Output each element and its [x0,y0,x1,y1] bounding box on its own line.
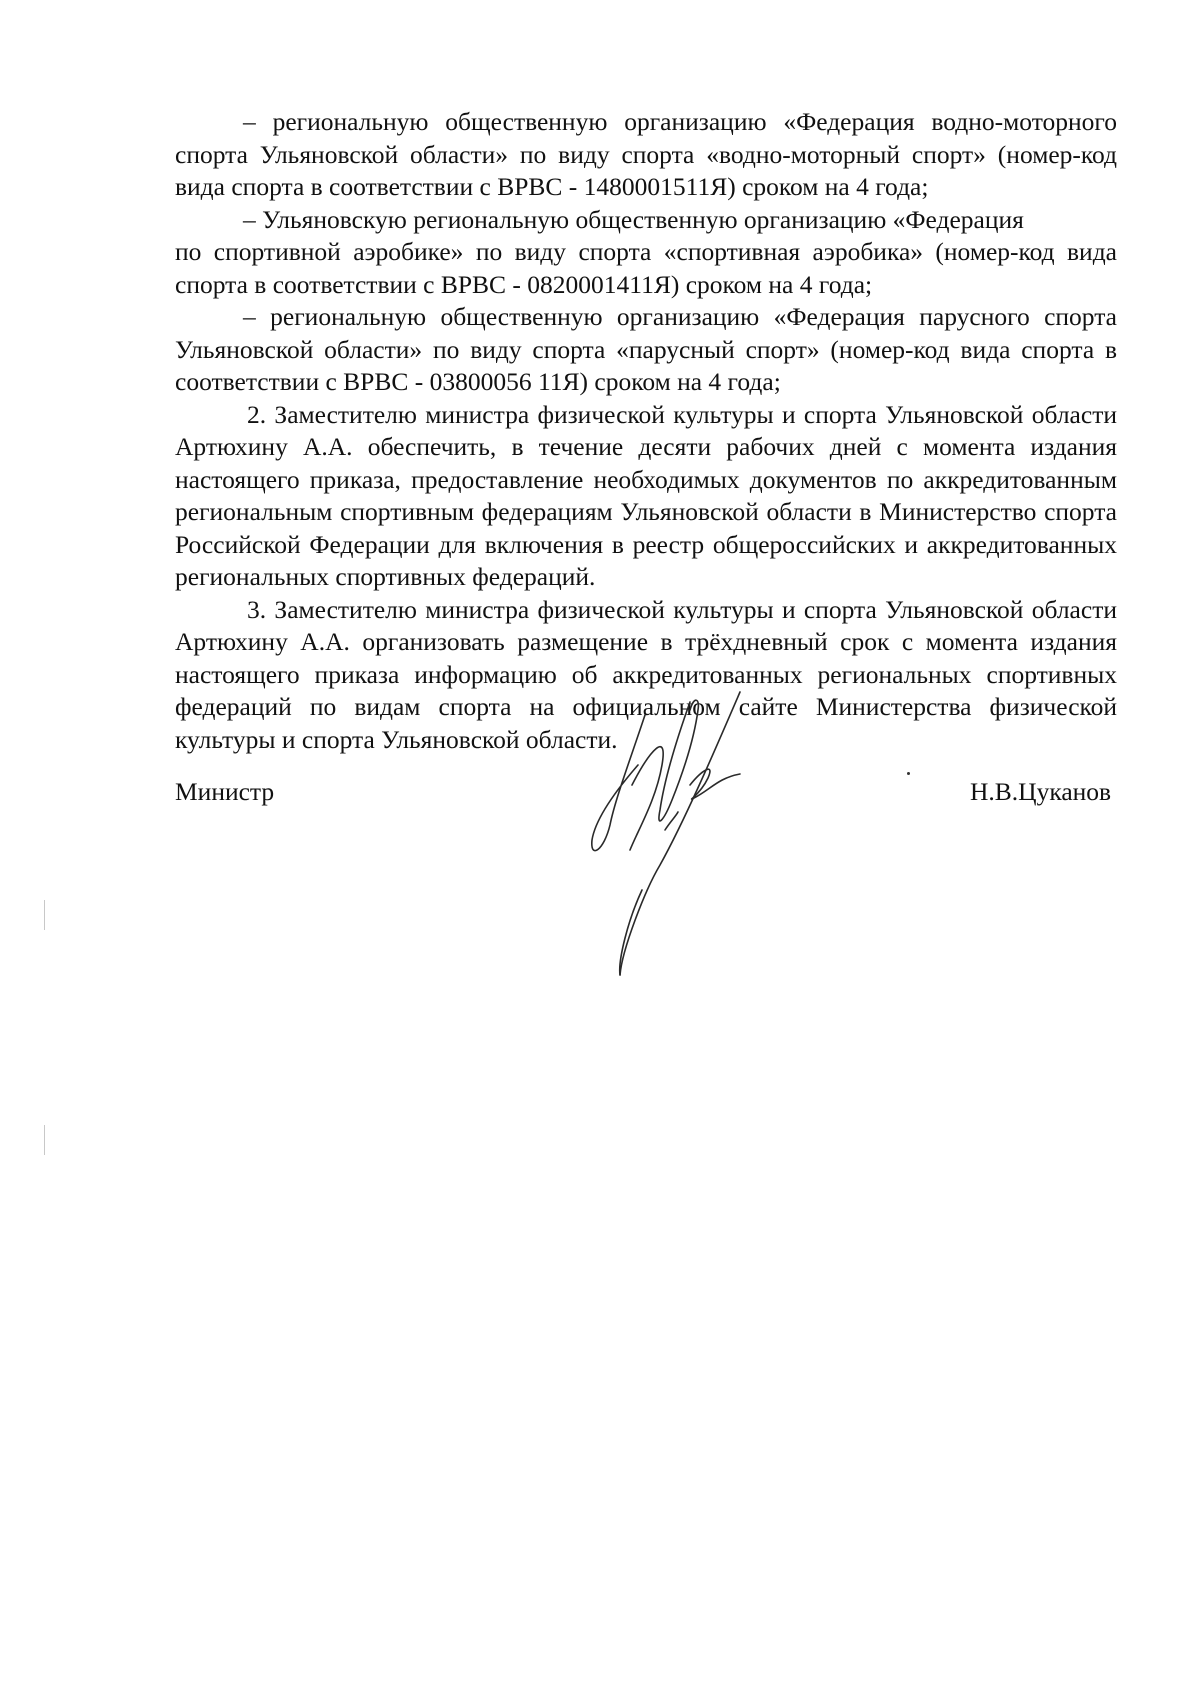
scan-artifact-line [44,1125,45,1155]
signature-title: Министр [175,777,275,806]
paragraph-point-3: 3. Заместителю министра физической культуры и спорта Ульяновской области Артюхину А.А. организовать размещение в трёхдневный срок с момента издания настоящего приказа информацию об аккредитованных региональных спортивных федераций по видам спорта на официальном сайте Министерства физической культуры и спорта Ульяновской области. [175,594,1117,754]
scan-artifact-line [44,900,45,930]
aerobics-rest: по спортивной аэробике» по виду спорта «спортивная аэробика» (номер-код вида спорта в соответствии с ВРВС - 0820001411Я) сроком на 4 года; [175,237,1117,299]
signatory-name: Н.В.Цуканов [970,777,1112,806]
paragraph-point-2: 2. Заместителю министра физической культуры и спорта Ульяновской области Артюхину А.А. обеспечить, в течение десяти рабочих дней с момента издания настоящего приказа, предоставление необходимых документов по аккредитованным региональным спортивным федерациям Ульяновской области в Министерство спорта Российской Федерации для включения в реестр общероссийских и аккредитованных региональных спортивных федераций. [175,399,1117,591]
paragraph-sailing-federation: – региональную общественную организацию «Федерация парусного спорта Ульяновской области» по виду спорта «парусный спорт» (номер-код вида спорта в соответствии с ВРВС - 03800056 11Я) сроком на 4 года; [175,302,1117,396]
handwritten-signature [590,690,810,980]
aerobics-first-line: – Ульяновскую региональную общественную организацию «Федерация [243,204,1024,234]
paragraph-water-motor-federation: – региональную общественную организацию «Федерация водно-моторного спорта Ульяновской области» по виду спорта «водно-моторный спорт» (номер-код вида спорта в соответствии с ВРВС - 1480001511Я) сроком на 4 года; [175,107,1117,201]
ink-dot [907,772,910,775]
document-body [175,106,1117,756]
paragraph-aerobics-federation [175,204,1117,302]
